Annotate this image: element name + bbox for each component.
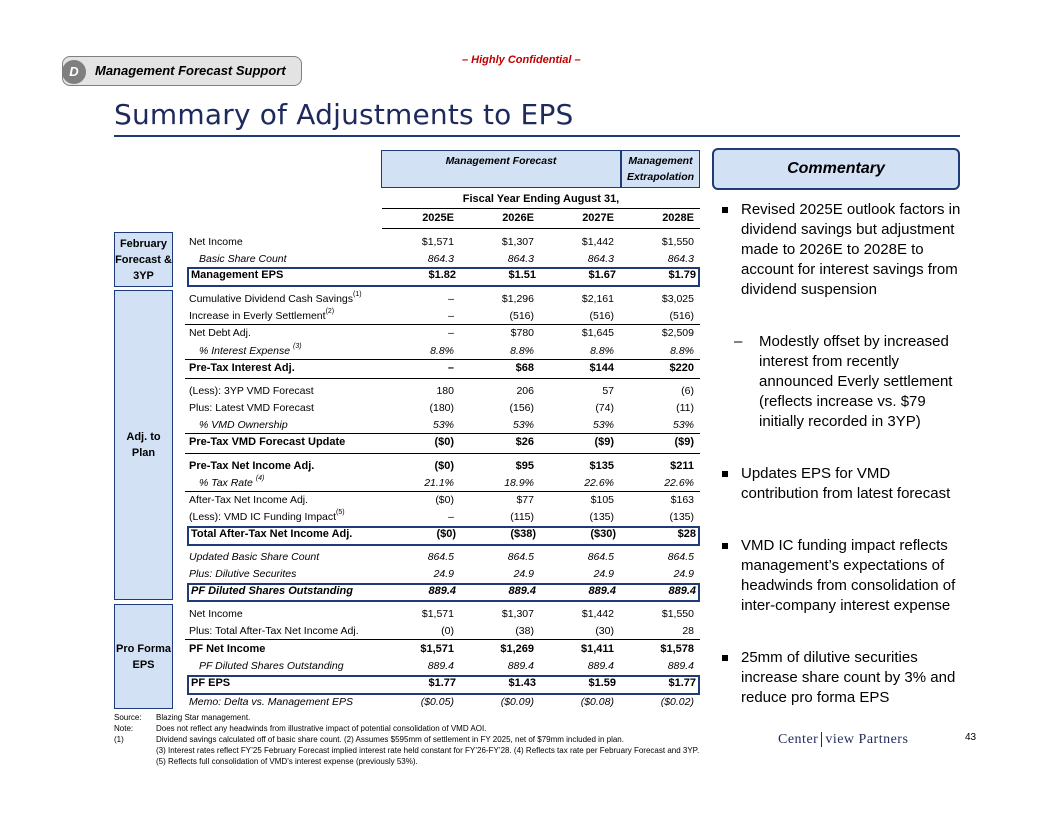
- row-label-text: Cumulative Dividend Cash Savings: [189, 293, 353, 305]
- footnote-key: (1): [114, 735, 124, 744]
- cell: $1.59: [588, 677, 616, 689]
- bullet-square-icon: [722, 207, 728, 213]
- table-row: [185, 308, 700, 325]
- cell: $68: [515, 362, 534, 374]
- cell: 53%: [672, 419, 694, 431]
- cell: 889.4: [427, 660, 454, 672]
- year-header: 2025E: [422, 212, 454, 224]
- row-label: Plus: Total After-Tax Net Income Adj.: [189, 625, 359, 637]
- row-label: Plus: Dilutive Securites: [189, 568, 297, 580]
- cell: 24.9: [433, 568, 454, 580]
- company-logo: [778, 732, 908, 748]
- cell: $1,571: [420, 643, 454, 655]
- cell: ($9): [594, 436, 614, 448]
- footnote-text: Dividend savings calculated off of basic share count. (2) Assumes $595mm of settlement in FY 2025, net of $79mm included in plan.: [156, 735, 624, 744]
- table-row: [185, 417, 700, 434]
- row-label: [189, 310, 334, 322]
- table-row-highlight: [187, 526, 700, 546]
- dash-icon: –: [734, 333, 743, 350]
- row-label: [199, 345, 302, 357]
- table-row: [185, 383, 700, 400]
- cell: 28: [682, 625, 694, 637]
- commentary-text: Modestly offset by increased interest from recently announced Everly settlement (reflects increase vs. $79 initially recorded in 3YP): [759, 333, 953, 430]
- cell: (180): [429, 402, 454, 414]
- management-extrapolation-label: Management Extrapolation: [626, 155, 695, 183]
- cell: ($0): [434, 436, 454, 448]
- row-label: PF Net Income: [189, 643, 266, 655]
- cell: –: [448, 310, 454, 322]
- row-label: Pre-Tax Interest Adj.: [189, 362, 295, 374]
- row-label: [189, 293, 362, 305]
- cell: 53%: [592, 419, 614, 431]
- year-header: 2027E: [582, 212, 614, 224]
- cell: ($0): [434, 460, 454, 472]
- management-extrapolation-header: [621, 150, 700, 188]
- cell: 889.4: [508, 585, 536, 597]
- management-forecast-label: Management Forecast: [445, 155, 557, 167]
- cell: ($38): [510, 528, 536, 540]
- cell: 53%: [512, 419, 534, 431]
- table-row: [185, 509, 700, 526]
- page-title: Summary of Adjustments to EPS: [114, 98, 574, 131]
- management-forecast-header: [381, 150, 621, 188]
- cell: 22.6%: [664, 477, 694, 489]
- side-label-pro-forma: [114, 604, 173, 709]
- footnote-note: [114, 724, 486, 733]
- section-tab-label: Management Forecast Support: [95, 63, 286, 78]
- bullet-square-icon: [722, 543, 728, 549]
- footnote-text: Does not reflect any headwinds from illustrative impact of potential consolidation of VMD AOI.: [156, 724, 487, 733]
- commentary-text: VMD IC funding impact reflects management’s expectations of headwinds from consolidation of inter-company interest expense: [741, 537, 956, 614]
- row-label: Net Income: [189, 236, 243, 248]
- cell: 206: [516, 385, 534, 397]
- cell: $26: [515, 436, 534, 448]
- table-row: [185, 475, 700, 492]
- table-row: [185, 343, 700, 360]
- cell: $220: [669, 362, 694, 374]
- cell: ($9): [674, 436, 694, 448]
- table-row: [185, 325, 700, 342]
- cell: 864.5: [667, 551, 694, 563]
- table-row: [185, 251, 700, 268]
- cell: (516): [589, 310, 614, 322]
- cell: 889.4: [668, 585, 696, 597]
- commentary-bullet: [722, 536, 962, 616]
- row-label: [189, 511, 345, 523]
- table-row: [185, 623, 700, 640]
- row-label-text: % Interest Expense: [199, 345, 291, 357]
- cell: 889.4: [588, 585, 616, 597]
- row-label: Plus: Latest VMD Forecast: [189, 402, 314, 414]
- row-label: PF Diluted Shares Outstanding: [191, 585, 353, 597]
- row-label: Net Income: [189, 608, 243, 620]
- row-label-text: % Tax Rate: [199, 477, 253, 489]
- cell: $1,442: [581, 608, 614, 620]
- cell: $144: [589, 362, 614, 374]
- footnote-ref: (1): [353, 291, 362, 298]
- cell: 864.3: [667, 253, 694, 265]
- cell: 180: [436, 385, 454, 397]
- cell: $1.77: [428, 677, 456, 689]
- cell: (135): [669, 511, 694, 523]
- cell: ($30): [590, 528, 616, 540]
- cell: $1,269: [500, 643, 534, 655]
- footnote-ref: (5): [336, 509, 345, 516]
- footnote-source: [114, 713, 250, 722]
- cell: (115): [510, 511, 534, 523]
- cell: 8.8%: [590, 345, 614, 357]
- cell: $780: [510, 327, 534, 339]
- row-label: Total After-Tax Net Income Adj.: [191, 528, 353, 540]
- side-label-text: February Forecast & 3YP: [115, 237, 172, 282]
- cell: $2,161: [581, 293, 614, 305]
- bullet-square-icon: [722, 655, 728, 661]
- row-label: Management EPS: [191, 269, 284, 281]
- cell: $1,296: [501, 293, 534, 305]
- cell: $1,578: [660, 643, 694, 655]
- cell: ($0.09): [500, 696, 534, 708]
- table-row: [185, 694, 700, 711]
- cell: ($0.05): [420, 696, 454, 708]
- cell: $1.82: [428, 269, 456, 281]
- table-row: [185, 458, 700, 475]
- fiscal-year-rule: [382, 208, 700, 209]
- cell: $1,571: [421, 608, 454, 620]
- row-label: Net Debt Adj.: [189, 327, 251, 339]
- side-label-text: Adj. to Plan: [126, 431, 161, 459]
- cell: $1,442: [581, 236, 614, 248]
- table-row: [185, 641, 700, 658]
- cell: 8.8%: [430, 345, 454, 357]
- table-row-highlight: [187, 583, 700, 602]
- row-label: % VMD Ownership: [199, 419, 288, 431]
- title-divider: [114, 135, 960, 137]
- row-label: Pre-Tax Net Income Adj.: [189, 460, 315, 472]
- table-row: [185, 400, 700, 417]
- row-label-text: Increase in Everly Settlement: [189, 310, 326, 322]
- cell: 57: [602, 385, 614, 397]
- confidentiality-label: – Highly Confidential –: [462, 54, 581, 66]
- cell: $95: [515, 460, 534, 472]
- commentary-text: Revised 2025E outlook factors in dividend savings but adjustment made to 2026E to 2028E to account for interest savings from dividend suspension: [741, 201, 961, 298]
- row-label: PF Diluted Shares Outstanding: [199, 660, 344, 672]
- footnote-text: Blazing Star management.: [156, 713, 251, 722]
- logo-text: Center: [778, 732, 819, 747]
- cell: 8.8%: [510, 345, 534, 357]
- table-row: [185, 360, 700, 379]
- cell: 8.8%: [670, 345, 694, 357]
- table-row: [185, 492, 700, 509]
- cell: $77: [516, 494, 534, 506]
- cell: $1.43: [508, 677, 536, 689]
- footnote-2: (3) Interest rates reflect FY’25 February Forecast implied interest rate held constant for FY’26-FY’28. (4) Reflects tax rate per February Forecast and 3YP.: [156, 746, 700, 755]
- footnote-1: [114, 735, 624, 744]
- row-label: (Less): 3YP VMD Forecast: [189, 385, 314, 397]
- cell: 889.4: [428, 585, 456, 597]
- cell: $28: [677, 528, 696, 540]
- fiscal-year-label: Fiscal Year Ending August 31,: [462, 193, 620, 205]
- cell: 24.9: [513, 568, 534, 580]
- cell: –: [448, 327, 454, 339]
- footnote-ref: (2): [325, 308, 335, 315]
- cell: (156): [509, 402, 534, 414]
- cell: $1.79: [668, 269, 696, 281]
- table-row: [185, 434, 700, 454]
- cell: $3,025: [661, 293, 694, 305]
- table-row: [185, 606, 700, 623]
- cell: 24.9: [593, 568, 614, 580]
- cell: $1.77: [668, 677, 696, 689]
- cell: 864.5: [507, 551, 534, 563]
- side-label-adjustments: [114, 290, 173, 600]
- table-row-highlight: [187, 675, 700, 695]
- cell: (516): [509, 310, 534, 322]
- cell: $1,550: [661, 236, 694, 248]
- cell: $105: [590, 494, 614, 506]
- cell: 22.6%: [584, 477, 614, 489]
- side-label-february: [114, 232, 173, 287]
- row-label: Updated Basic Share Count: [189, 551, 320, 563]
- cell: 53%: [432, 419, 454, 431]
- row-label: [199, 477, 264, 489]
- row-label: PF EPS: [191, 677, 231, 689]
- footnote-key: Note:: [114, 724, 134, 733]
- cell: 889.4: [667, 660, 694, 672]
- commentary-bullet: [722, 200, 962, 300]
- side-label-text: Pro Forma EPS: [115, 642, 171, 671]
- commentary-text: 25mm of dilutive securities increase share count by 3% and reduce pro forma EPS: [741, 649, 956, 706]
- cell: $1,411: [580, 643, 614, 655]
- cell: 864.5: [427, 551, 454, 563]
- table-row: [185, 566, 700, 583]
- cell: $1,307: [501, 236, 534, 248]
- commentary-text: Updates EPS for VMD contribution from latest forecast: [741, 465, 951, 502]
- footnote-ref: (4): [255, 475, 265, 482]
- year-header: 2028E: [662, 212, 694, 224]
- cell: (30): [595, 625, 614, 637]
- cell: (74): [595, 402, 614, 414]
- cell: 21.1%: [424, 477, 454, 489]
- table-row-highlight: [187, 267, 700, 287]
- cell: $1,645: [581, 327, 614, 339]
- year-header-rule: [382, 228, 700, 229]
- cell: (0): [441, 625, 454, 637]
- row-label: Memo: Delta vs. Management EPS: [189, 696, 353, 708]
- cell: $135: [589, 460, 614, 472]
- cell: –: [447, 362, 454, 374]
- cell: (135): [589, 511, 614, 523]
- cell: 18.9%: [504, 477, 534, 489]
- row-label: Basic Share Count: [199, 253, 287, 265]
- row-label: After-Tax Net Income Adj.: [189, 494, 309, 506]
- page-number: 43: [965, 732, 977, 743]
- cell: $1,307: [501, 608, 534, 620]
- table-row: [185, 291, 700, 308]
- cell: $1.67: [588, 269, 616, 281]
- bullet-square-icon: [722, 471, 728, 477]
- commentary-bullet: [722, 648, 962, 708]
- year-header: 2026E: [502, 212, 534, 224]
- cell: $211: [670, 460, 694, 472]
- commentary-sub-bullet: [722, 332, 962, 432]
- row-label-text: (Less): VMD IC Funding Impact: [189, 511, 337, 523]
- cell: 889.4: [587, 660, 614, 672]
- footnote-3: (5) Reflects full consolidation of VMD’s interest expense (previously 53%).: [156, 757, 418, 766]
- cell: ($0): [435, 494, 454, 506]
- cell: ($0.02): [660, 696, 694, 708]
- table-row: [185, 234, 700, 251]
- footnote-ref: (3): [292, 343, 302, 350]
- cell: 864.5: [587, 551, 614, 563]
- cell: (38): [515, 625, 534, 637]
- cell: $163: [670, 494, 694, 506]
- cell: –: [448, 293, 454, 305]
- cell: $1,550: [661, 608, 694, 620]
- cell: 864.3: [427, 253, 454, 265]
- cell: 864.3: [587, 253, 614, 265]
- cell: $1.51: [508, 269, 536, 281]
- cell: –: [448, 511, 454, 523]
- row-label: Pre-Tax VMD Forecast Update: [189, 436, 346, 448]
- cell: $2,509: [661, 327, 694, 339]
- logo-text: view Partners: [825, 732, 909, 747]
- footnote-key: Source:: [114, 713, 142, 722]
- section-tab: [62, 56, 302, 86]
- cell: (516): [669, 310, 694, 322]
- cell: 889.4: [507, 660, 534, 672]
- cell: 24.9: [673, 568, 694, 580]
- cell: ($0.08): [580, 696, 614, 708]
- commentary-bullet: [722, 464, 962, 504]
- table-row: [185, 549, 700, 566]
- cell: ($0): [436, 528, 456, 540]
- commentary-header: Commentary: [712, 148, 960, 190]
- section-letter-badge: D: [62, 60, 86, 84]
- cell: 864.3: [507, 253, 534, 265]
- cell: (6): [681, 385, 694, 397]
- cell: (11): [676, 402, 694, 414]
- table-row: [185, 658, 700, 675]
- cell: $1,571: [421, 236, 454, 248]
